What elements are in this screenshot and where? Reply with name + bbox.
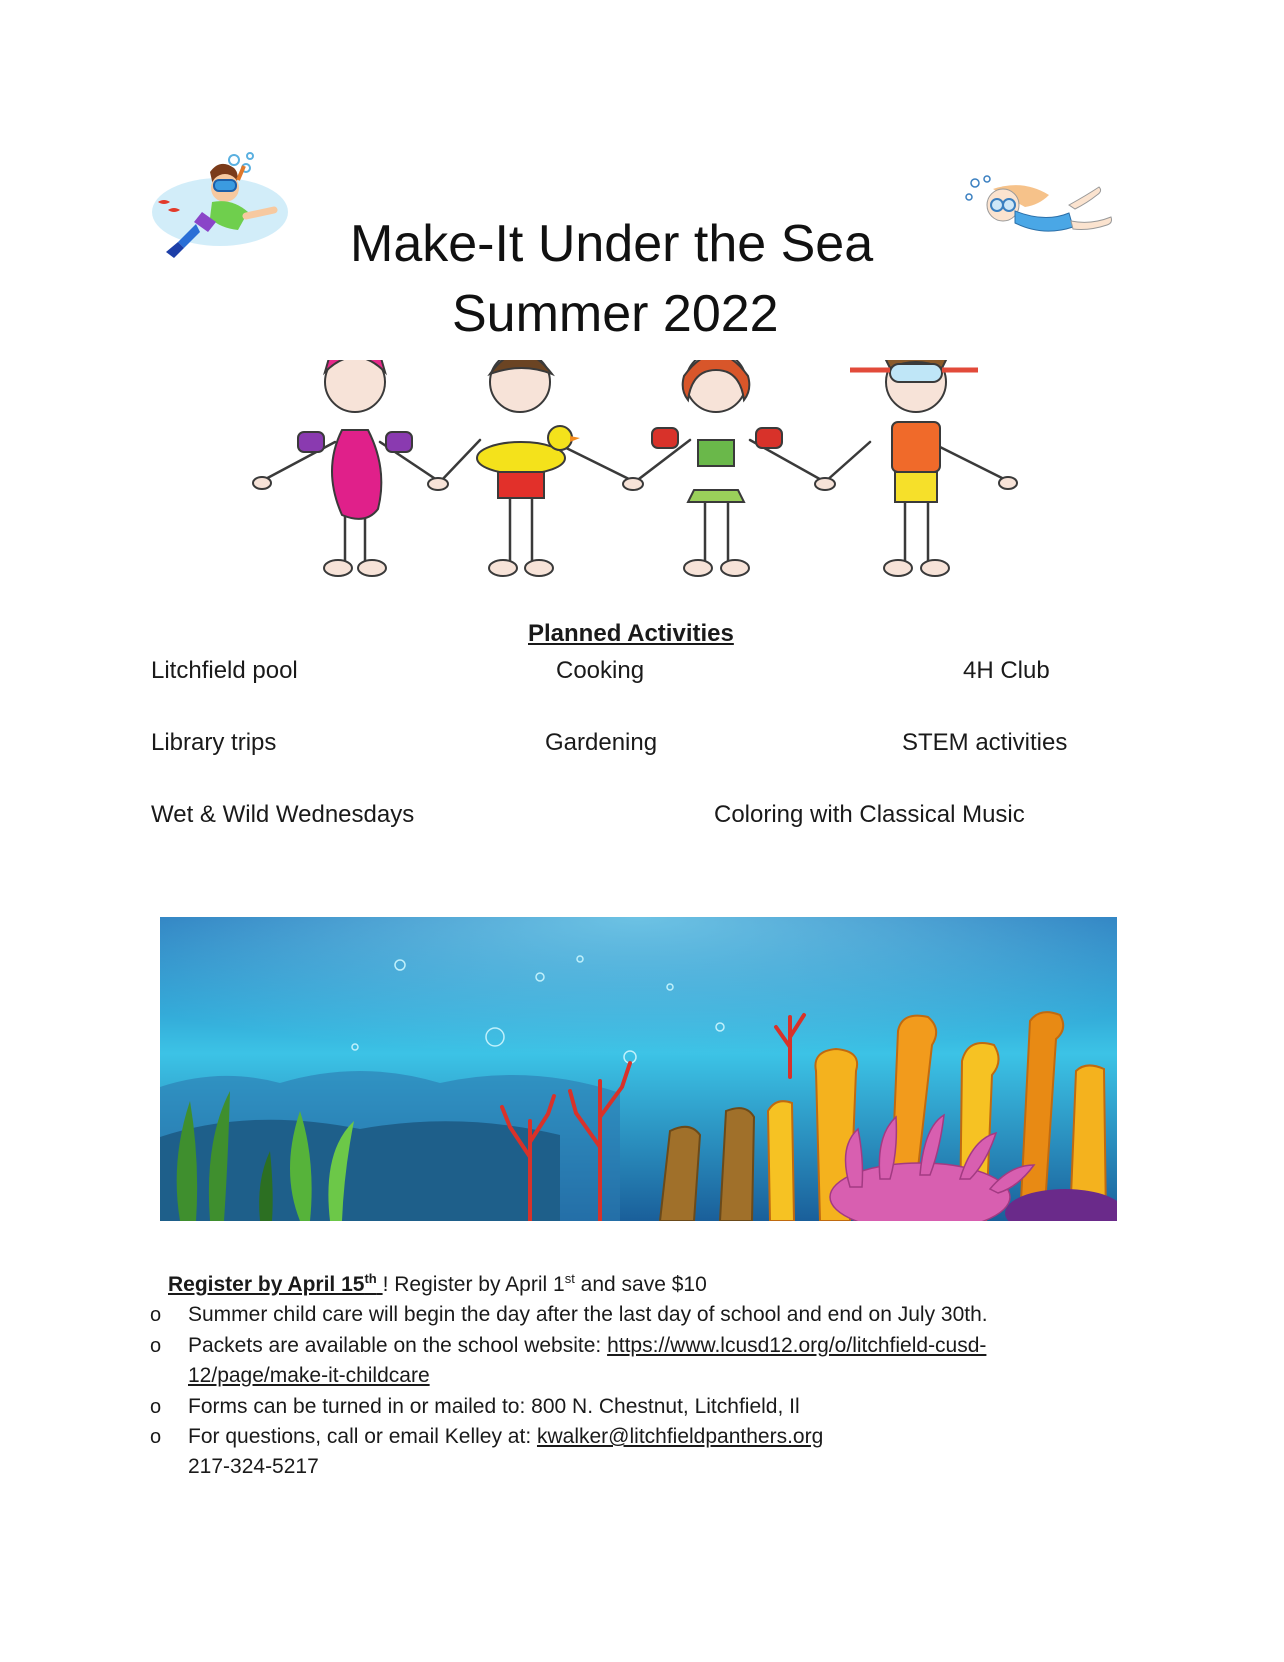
register-early-text: ! Register by April 1 [382, 1273, 565, 1296]
title-line-1: Make-It Under the Sea [350, 215, 874, 273]
kids-holding-hands-clipart [250, 360, 1030, 595]
activity-4h-club: 4H Club [963, 657, 1050, 684]
activities-heading: Planned Activities [528, 620, 734, 647]
register-deadline-text: Register by April 15 [168, 1273, 365, 1296]
bullet-marker: o [150, 1426, 162, 1448]
register-save-text: and save $10 [574, 1273, 707, 1296]
register-deadline-sup: th [364, 1271, 377, 1286]
registration-line [168, 1271, 707, 1299]
activity-coloring-classical-music: Coloring with Classical Music [714, 801, 1025, 828]
activity-wet-wild-wednesdays: Wet & Wild Wednesdays [151, 801, 415, 828]
under-the-sea-banner [160, 917, 1117, 1221]
bullet-childcare-text: Summer child care will begin the day after the last day of school and end on July 30th. [188, 1303, 988, 1326]
bullet-forms-text: Forms can be turned in or mailed to: 800 N. Chestnut, Litchfield, Il [188, 1395, 800, 1418]
activity-gardening: Gardening [545, 729, 658, 756]
snorkel-boy-clipart [150, 150, 290, 265]
bullet-item-forms [150, 1392, 800, 1422]
activity-library-trips: Library trips [151, 729, 277, 756]
bullet-marker: o [150, 1396, 162, 1418]
contact-email-link[interactable]: kwalker@litchfieldpanthers.org [536, 1425, 824, 1448]
bullet-packets-text: Packets are available on the school website: [188, 1334, 608, 1357]
bullet-item-packets [150, 1331, 987, 1391]
school-website-link-cont[interactable]: 12/page/make-it-childcare [188, 1364, 430, 1387]
activity-litchfield-pool: Litchfield pool [151, 657, 298, 684]
school-website-link[interactable]: https://www.lcusd12.org/o/litchfield-cusd- [607, 1334, 987, 1357]
activity-cooking: Cooking [556, 657, 645, 684]
title-line-2: Summer 2022 [452, 285, 779, 343]
bullet-questions-text: For questions, call or email Kelley at: [188, 1425, 537, 1448]
register-deadline [168, 1273, 383, 1296]
bullet-marker: o [150, 1304, 162, 1326]
swimming-girl-clipart [963, 175, 1118, 250]
bullet-item-childcare-dates [150, 1300, 988, 1330]
contact-phone: 217-324-5217 [188, 1455, 319, 1478]
bullet-marker: o [150, 1335, 162, 1357]
register-early-sup: st [564, 1271, 575, 1286]
activity-stem: STEM activities [902, 729, 1068, 756]
bullet-item-questions [150, 1422, 824, 1482]
